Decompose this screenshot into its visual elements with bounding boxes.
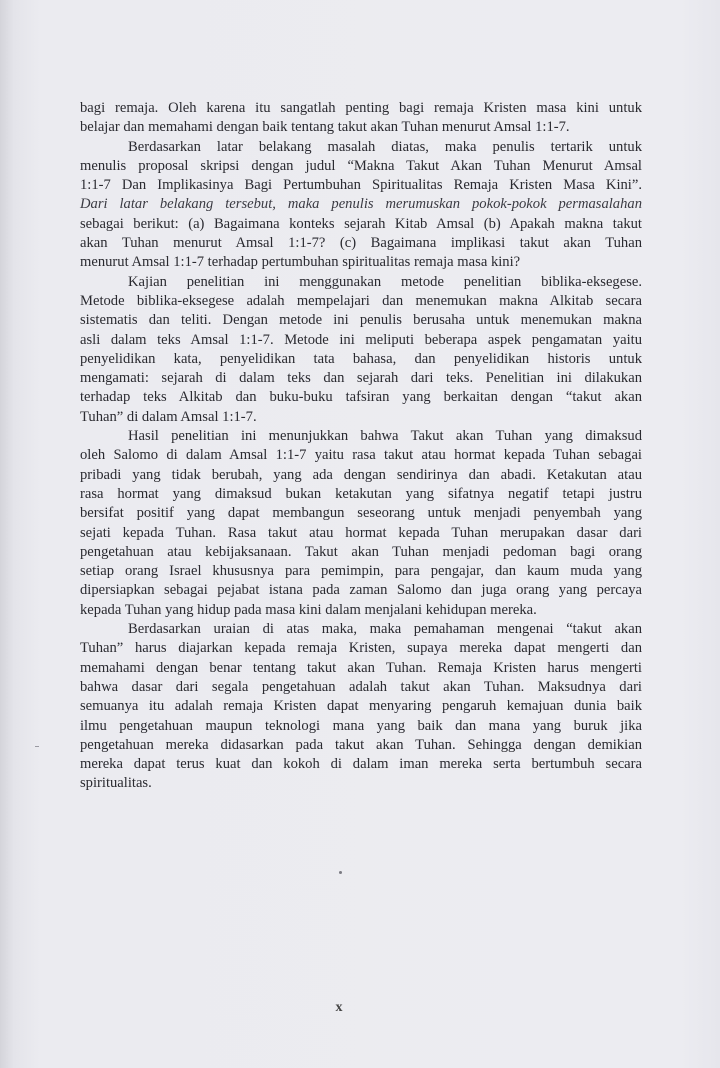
text-line: Tuhan” di dalam Amsal 1:1-7. bbox=[80, 408, 257, 425]
page-number: x bbox=[335, 1000, 343, 1015]
text-line: setiap orang Israel khususnya para pemimpin, para pengajar, dan kaum muda yang bbox=[80, 563, 642, 580]
text-line: sistematis dan teliti. Dengan metode ini penulis berusaha untuk menemukan makna bbox=[80, 312, 642, 329]
paragraph-2 bbox=[80, 138, 642, 273]
paragraph-3 bbox=[80, 273, 642, 427]
text-line: semuanya itu adalah remaja Kristen dapat menyaring pengaruh kemajuan dunia baik bbox=[80, 698, 642, 715]
text-line: Metode biblika-eksegese adalah mempelajari dan menemukan makna Alkitab secara bbox=[80, 292, 642, 309]
text-line: bahwa dasar dari segala pengetahuan adalah takut akan Tuhan. Maksudnya dari bbox=[80, 678, 642, 695]
text-line: 1:1-7 Dan Implikasinya Bagi Pertumbuhan Spiritualitas Remaja Kristen Masa Kini”. bbox=[80, 177, 642, 194]
text-line: sejati kepada Tuhan. Rasa takut atau hormat kepada Tuhan merupakan dasar dari bbox=[80, 524, 642, 541]
text-line: Hasil penelitian ini menunjukkan bahwa Takut akan Tuhan yang dimaksud bbox=[128, 428, 642, 445]
text-line: Kajian penelitian ini menggunakan metode penelitian biblika-eksegese. bbox=[128, 273, 642, 290]
paragraph-4 bbox=[80, 427, 642, 620]
text-line: mereka dapat terus kuat dan kokoh di dalam iman mereka serta bertumbuh secara bbox=[80, 756, 642, 773]
text-line: menulis proposal skripsi dengan judul “Makna Takut Akan Tuhan Menurut Amsal bbox=[80, 157, 642, 174]
text-line: bersifat positif yang dapat membangun seseorang untuk menjadi penyembah yang bbox=[80, 505, 642, 522]
text-line: bagi remaja. Oleh karena itu sangatlah penting bagi remaja Kristen masa kini untuk bbox=[80, 100, 642, 116]
text-line: menurut Amsal 1:1-7 terhadap pertumbuhan spiritualitas remaja masa kini? bbox=[80, 254, 521, 271]
text-line: terhadap teks Alkitab dan buku-buku tafsiran yang berkaitan dengan “takut akan bbox=[80, 389, 642, 406]
text-line: akan Tuhan menurut Amsal 1:1-7? (c) Bagaimana implikasi takut akan Tuhan bbox=[80, 235, 642, 252]
text-line: ilmu pengetahuan maupun teknologi mana yang baik dan mana yang buruk jika bbox=[80, 717, 642, 734]
text-line: memahami dengan benar tentang takut akan Tuhan. Remaja Kristen harus mengerti bbox=[80, 659, 642, 676]
text-line: Dari latar belakang tersebut, maka penulis merumuskan pokok-pokok permasalahan bbox=[80, 196, 642, 213]
text-line: dipersiapkan sebagai pejabat istana pada zaman Salomo dan juga orang yang percaya bbox=[80, 582, 642, 599]
text-line: rasa hormat yang dimaksud bukan ketakutan yang sifatnya negatif tetapi justru bbox=[80, 485, 642, 502]
text-line: belajar dan memahami dengan baik tentang takut akan Tuhan menurut Amsal 1:1-7. bbox=[80, 119, 570, 136]
text-line: pengetahuan atau kebijaksanaan. Takut akan Tuhan menjadi pedoman bagi orang bbox=[80, 543, 642, 560]
text-line: Berdasarkan uraian di atas maka, maka pemahaman mengenai “takut akan bbox=[128, 621, 642, 638]
scan-speck bbox=[339, 871, 342, 874]
text-line: spiritualitas. bbox=[80, 775, 152, 792]
text-line: pengetahuan mereka didasarkan pada takut akan Tuhan. Sehingga dengan demikian bbox=[80, 736, 642, 753]
document-body bbox=[80, 99, 642, 794]
paragraph-1 bbox=[80, 99, 642, 138]
text-line: oleh Salomo di dalam Amsal 1:1-7 yaitu rasa takut atau hormat kepada Tuhan sebagai bbox=[80, 447, 642, 464]
text-line: asli dalam teks Amsal 1:1-7. Metode ini meliputi beberapa aspek pengamatan yaitu bbox=[80, 331, 642, 348]
scan-speck bbox=[35, 746, 39, 747]
text-line: Tuhan” harus diajarkan kepada remaja Kristen, supaya mereka dapat mengerti dan bbox=[80, 640, 642, 657]
text-line: kepada Tuhan yang hidup pada masa kini dalam menjalani kehidupan mereka. bbox=[80, 601, 537, 618]
text-line: mengamati: sejarah di dalam teks dan sejarah dari teks. Penelitian ini dilakukan bbox=[80, 370, 642, 387]
paragraph-5 bbox=[80, 620, 642, 794]
text-line: pribadi yang tidak berubah, yang ada dengan sendirinya dan abadi. Ketakutan atau bbox=[80, 466, 642, 483]
text-line: sebagai berikut: (a) Bagaimana konteks sejarah Kitab Amsal (b) Apakah makna takut bbox=[80, 215, 642, 232]
text-line: Berdasarkan latar belakang masalah diatas, maka penulis tertarik untuk bbox=[128, 138, 642, 155]
text-line: penyelidikan kata, penyelidikan tata bahasa, dan penyelidikan historis untuk bbox=[80, 350, 642, 367]
